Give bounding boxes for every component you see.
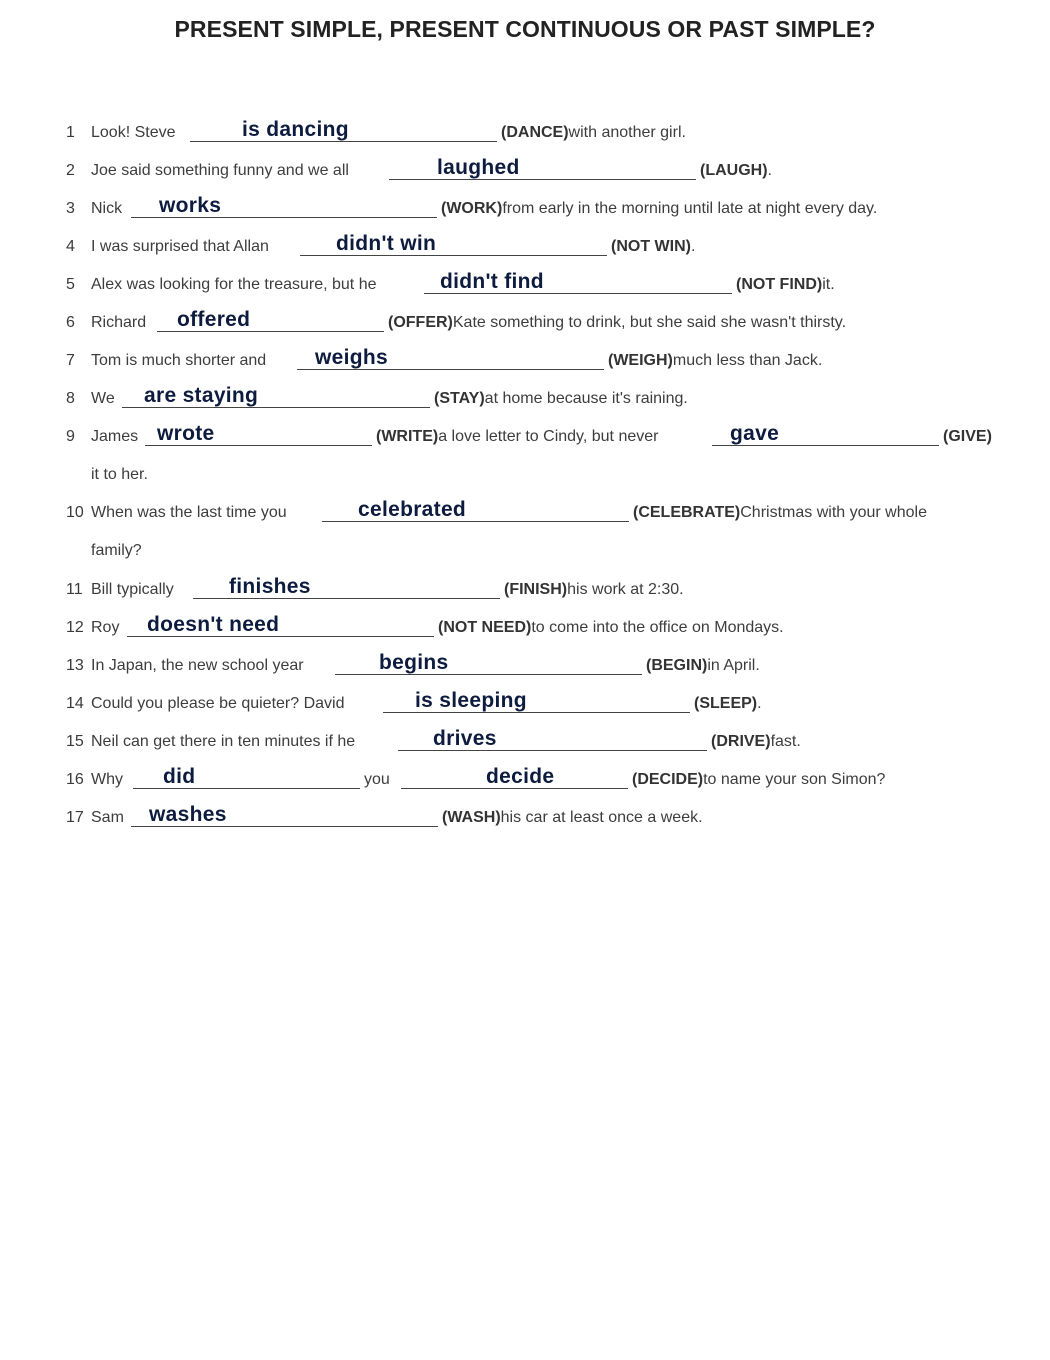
sentence-text: much less than Jack. xyxy=(672,352,823,369)
verb-prompt: (WRITE) xyxy=(376,428,439,445)
sentence-text: Neil can get there in ten minutes if he xyxy=(91,733,356,750)
sentence-text: Why xyxy=(91,771,123,788)
answer-text: did xyxy=(163,765,196,788)
answer-text: celebrated xyxy=(358,498,467,521)
verb-prompt: (NOT WIN) xyxy=(611,238,691,255)
exercise-item xyxy=(66,120,1040,146)
sentence-text: with another girl. xyxy=(568,124,686,141)
exercise-item xyxy=(66,653,1040,679)
sentence-text: in April. xyxy=(707,657,760,674)
item-number: 4 xyxy=(66,238,75,255)
sentence-text: Nick xyxy=(91,200,123,217)
sentence-text: it. xyxy=(822,276,835,293)
item-number: 10 xyxy=(66,504,84,521)
item-number: 15 xyxy=(66,733,84,750)
item-number: 14 xyxy=(66,695,84,712)
answer-text: decide xyxy=(486,765,555,788)
verb-prompt: (DRIVE) xyxy=(711,733,771,750)
verb-prompt: (SLEEP) xyxy=(694,695,758,712)
exercise-item xyxy=(66,234,1040,260)
exercise-item xyxy=(66,424,1040,450)
sentence-text: Look! Steve xyxy=(91,124,176,141)
answer-text: gave xyxy=(730,422,780,445)
answer-text: works xyxy=(159,194,222,217)
sentence-text: Joe said something funny and we all xyxy=(91,162,349,179)
exercise-item xyxy=(66,196,1040,222)
sentence-text: Kate something to drink, but she said she wasn't thirsty. xyxy=(452,314,847,331)
sentence-text: Alex was looking for the treasure, but he xyxy=(91,276,377,293)
item-number: 11 xyxy=(66,581,83,598)
answer-text: offered xyxy=(177,308,251,331)
sentence-text: Roy xyxy=(91,619,120,636)
item-number: 16 xyxy=(66,771,84,788)
worksheet-title: PRESENT SIMPLE, PRESENT CONTINUOUS OR PAST SIMPLE? xyxy=(174,16,876,42)
item-number: 13 xyxy=(66,657,84,674)
verb-prompt: (STAY) xyxy=(434,390,485,407)
verb-prompt: (FINISH) xyxy=(504,581,568,598)
exercise-item xyxy=(66,272,1040,298)
exercise-item xyxy=(66,500,1040,526)
sentence-text: Sam xyxy=(91,809,124,826)
verb-prompt: (LAUGH) xyxy=(700,162,768,179)
item-number: 6 xyxy=(66,314,75,331)
item-number: 1 xyxy=(66,124,75,141)
exercise-item xyxy=(66,729,1040,755)
item-number: 8 xyxy=(66,390,75,407)
exercise-item xyxy=(66,805,1040,831)
verb-prompt: (WASH) xyxy=(442,809,501,826)
item-number: 12 xyxy=(66,619,84,636)
sentence-text: When was the last time you xyxy=(91,504,287,521)
verb-prompt: (NOT FIND) xyxy=(736,276,823,293)
sentence-text: James xyxy=(91,428,139,445)
answer-text: wrote xyxy=(157,422,215,445)
sentence-text: at home because it's raining. xyxy=(484,390,688,407)
verb-prompt: (BEGIN) xyxy=(646,657,708,674)
item-number: 3 xyxy=(66,200,75,217)
verb-prompt: (DECIDE) xyxy=(632,771,704,788)
exercise-item xyxy=(66,577,1040,603)
answer-text: finishes xyxy=(229,575,311,598)
exercise-item xyxy=(66,310,1040,336)
exercise-item xyxy=(66,767,1040,793)
exercise-item xyxy=(66,348,1040,374)
exercise-item xyxy=(66,691,1040,717)
sentence-text: to name your son Simon? xyxy=(703,771,886,788)
exercise-item xyxy=(66,615,1040,641)
sentence-text: fast. xyxy=(770,733,801,750)
sentence-text: a love letter to Cindy, but never xyxy=(438,428,659,445)
answer-text: is sleeping xyxy=(415,689,527,712)
item-number: 5 xyxy=(66,276,75,293)
answer-text: laughed xyxy=(437,156,520,179)
answer-text: washes xyxy=(149,803,227,826)
exercise-item xyxy=(66,386,1040,412)
item-number: 17 xyxy=(66,809,84,826)
answer-text: didn't find xyxy=(440,270,544,293)
sentence-text: . xyxy=(767,162,772,179)
item-number: 7 xyxy=(66,352,75,369)
sentence-text: to come into the office on Mondays. xyxy=(531,619,784,636)
answer-text: begins xyxy=(379,651,449,674)
verb-prompt: (OFFER) xyxy=(388,314,453,331)
answer-text: drives xyxy=(433,727,497,750)
verb-prompt: (CELEBRATE) xyxy=(633,504,741,521)
answer-text: didn't win xyxy=(336,232,437,255)
answer-blank[interactable] xyxy=(389,151,696,180)
item-number: 2 xyxy=(66,162,75,179)
answer-text: weighs xyxy=(315,346,388,369)
sentence-text: Bill typically xyxy=(91,581,174,598)
sentence-text: from early in the morning until late at night every day. xyxy=(502,200,878,217)
sentence-text: Richard xyxy=(91,314,147,331)
sentence-text: you xyxy=(364,771,390,788)
verb-prompt: (WORK) xyxy=(441,200,503,217)
sentence-text: I was surprised that Allan xyxy=(91,238,269,255)
sentence-text: . xyxy=(757,695,762,712)
answer-text: is dancing xyxy=(242,118,349,141)
item-number: 9 xyxy=(66,428,75,445)
sentence-text: Christmas with your whole xyxy=(740,504,927,521)
sentence-text: it to her. xyxy=(91,466,148,483)
sentence-text: Could you please be quieter? David xyxy=(91,695,345,712)
exercise-item xyxy=(66,158,1040,184)
answer-text: are staying xyxy=(144,384,259,407)
sentence-text: In Japan, the new school year xyxy=(91,657,304,674)
verb-prompt: (DANCE) xyxy=(501,124,569,141)
sentence-text: family? xyxy=(91,542,142,559)
answer-text: doesn't need xyxy=(147,613,280,636)
sentence-text: . xyxy=(690,238,696,255)
verb-prompt: (GIVE) xyxy=(943,428,992,445)
verb-prompt: (NOT NEED) xyxy=(438,619,532,636)
sentence-text: Tom is much shorter and xyxy=(91,352,267,369)
sentence-text: his work at 2:30. xyxy=(567,581,684,598)
sentence-text: his car at least once a week. xyxy=(500,809,703,826)
verb-prompt: (WEIGH) xyxy=(608,352,673,369)
sentence-text: We xyxy=(91,390,115,407)
